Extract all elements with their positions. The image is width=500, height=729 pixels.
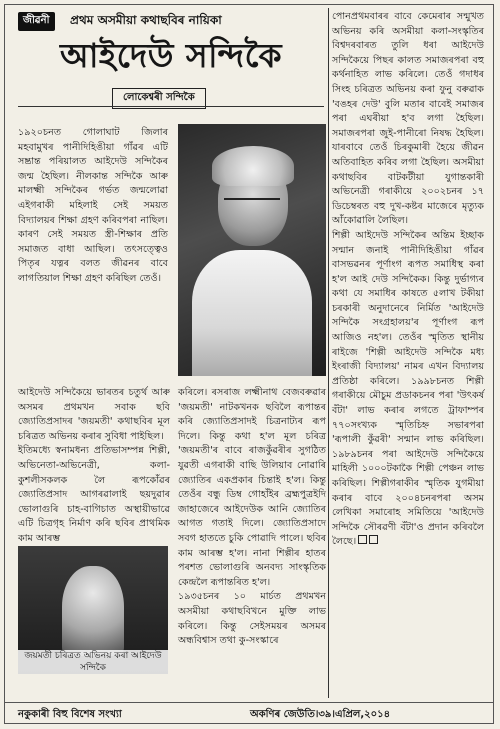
left-column-top [18, 126, 168, 287]
portrait-photo [178, 124, 326, 376]
footer-folio: অকণিৰ জেউতি।৩৯।এপ্ৰিল,২০১৪ [250, 709, 391, 720]
page-footer [4, 702, 494, 725]
portrait-body [192, 250, 312, 376]
byline: লোকেশ্বৰী সন্দিকৈ [112, 88, 206, 109]
portrait-glasses [224, 198, 280, 212]
column-rule [328, 8, 329, 698]
right-column [332, 10, 484, 550]
end-mark [358, 535, 367, 544]
paragraph-release: ১৯৩৫চনৰ ১০ মাৰ্চত প্ৰথমখন অসমীয়া কথাছবিখনে মুক্তি লাভ কৰিলে। কিন্তু সেইসময়ৰ অসমৰ অন্ধবিশ্বাস তথা কু-সংস্কাৰে [178, 591, 326, 647]
kicker: প্ৰথম অসমীয়া কথাছবিৰ নায়িকা [70, 13, 222, 27]
photo-caption: জয়মতী চৰিত্ৰত অভিনয় কৰা আইদেউ সন্দিকৈ [18, 650, 168, 674]
headline: আইদেউ সন্দিকৈ [59, 36, 283, 75]
paragraph-film: কৰিলে। ৰসৰাজ লক্ষ্মীনাথ বেজবৰুৱাৰ 'জয়মতী' নাটকখনক ছবিলৈ ৰূপান্তৰ কৰি জ্যোতিপ্ৰসাদই চিত্ৰনাট্যৰ ৰূপ দিলে। কিন্তু কথা হ'ল মূল চৰিত্ৰ 'জয়মতী'ৰ বাবে ৰাজকুঁৱৰীৰ সুগঠিত যুৱতী এগৰাকী বাছি উলিয়াব নোৱাৰি জ্যোতিৰ একপ্ৰকাৰ চিন্তাই হ'ল। কিন্তু তেওঁৰ বন্ধু ডিম্ব গোহাঁইৰ ব্ৰহ্মপুত্ৰইদি জাহাজেৰে আইদেউক আনি জ্যোতিৰ আগত গতাই দিলে। জ্যোতিপ্ৰসাদে সবগ হাততে চুকি পোৱাদি পালে। ছবিৰ কাম আৰম্ভ হ'ল। নানা শিল্পীৰ হাতৰ পৰশত ভোলাগুৰি অনবদ্য সাংস্কৃতিক কেন্দ্ৰলৈ ৰূপান্তৰিত হ'ল। [178, 387, 326, 588]
paragraph-jaymati: আইদেউ সন্দিকৈয়ে ভাৰতৰ চতুৰ্থ আৰু অসমৰ প্ৰথমখন সবাক ছবি জ্যোতিপ্ৰসাদৰ 'জয়মতী' কথাছবিৰ মূল চৰিত্ৰত অভিনয় কৰাৰ সুবিধা পাইছিল। [18, 387, 170, 442]
footer-masthead: নকুকাৰী বিহু বিশেষ সংখ্যা [18, 709, 122, 720]
section-tag: জীৱনী [18, 12, 55, 31]
left-column-bottom [18, 386, 170, 547]
film-still-photo [18, 546, 168, 674]
paragraph-intro: ১৯২০চনত গোলাঘাট জিলাৰ মহবামুখৰ পানীদিহিঙীয়া গাঁৱৰ এটি সম্ভ্ৰান্ত পৰিয়ালত আইদেউ সন্দিকৈৰ জন্ম হৈছিল। নীলকান্ত সন্দিকৈ আৰু মালক্ষ্মী সন্দিকৈৰ গৰ্ভত জন্মলোৱা এইগৰাকী মহিলাই সেই সময়ত বিদ্যালয়ৰ শিক্ষা গ্ৰহণ কৰিবপৰা নাছিল। কাৰণ সেই সময়ত স্ত্ৰী-শিক্ষাৰ প্ৰতি সমাজত বাধা আছিল। তৎসত্ত্বেও পিতৃৰ যত্নৰ বলত জীৱনৰ বাবে লাগতিয়াল শিক্ষা গ্ৰহণ কৰিছিল তেওঁ। [18, 127, 168, 284]
middle-column [178, 386, 326, 649]
paragraph-legacy [332, 229, 484, 550]
paragraph-life: পোনপ্ৰথমবাৰৰ বাবে কেমেৰাৰ সন্মুখত অভিনয় কৰি অসমীয়া কলা-সংস্কৃতিৰ বিশ্বদৰবাৰত তুলি ধৰা আইদেউ সন্দিকৈয়ে পিছৰ কালত সমাজৰপৰা বহু কৰ্থনাহিত লাভ কৰিলে। তেওঁ গদাধৰ সিংহ চৰিত্ৰত অভিনয় কৰা ফুনু বৰুৱাক 'বঙহৰ দেউ' বুলি মতাৰ বাবেই সমাজৰ পৰা এঘৰীয়া হ'ব লগা হৈছিল। সমাজৰপৰা জুই-পানীৰো নিষদ্ধ হৈছিল। যাৰবাবে তেওঁ চিৰকুমাৰী হৈয়ে জীৱন অতিবাহিত কৰিব লগা হৈছিল। অসমীয়া কথাছবিৰ বাটকটীয়া যুগান্তকাৰী অভিনেত্ৰী গৰাকীয়ে ২০০২চনৰ ১৭ ডিচেম্বৰত বহু দুখ-কষ্টৰ মাজেৰে মৃত্যুক আঁকোৱালি লৈছিল। [332, 11, 484, 227]
paragraph-artists: ইতিমধ্যে স্বনামধন্য প্ৰতিভাসম্পন্ন শিল্পী, অভিনেতা-অভিনেত্ৰী, কলা-কুশলীসকলক লৈ ৰূপকোঁৱৰ জ্যোতিপ্ৰসাদ আগৰৱালাই ছয়দুৱাৰ ভোলাগুৰি চাহ-বাগিচাত অস্থায়ীভাৱে এটি চিত্ৰগৃহ নিৰ্মাণ কৰি ছবিৰ প্ৰাথমিক কাম আৰম্ভ [18, 445, 170, 544]
film-still-figure [62, 566, 124, 656]
portrait-hair [212, 146, 294, 186]
end-mark [369, 535, 378, 544]
legacy-text: শিল্পী আইদেউ সন্দিকৈৰ অন্তিম ইচ্ছাক সন্মান জনাই পানীদিহিঙীয়া গাঁৱৰ বাসভৱনৰ পূৰ্ণাংগ ৰূপত সমাধিস্থ কৰা হ'ল আই দেউ সন্দিকৈক। কিন্তু দুৰ্ভাগ্যৰ কথা যে সমাধিৰ কাষতে ৫লাখ টকীয়া চৰকাৰী অনুদানেৰে নিৰ্মিত 'আইদেউ সন্দিকৈ সংগ্ৰহালয়'ৰ পূৰ্ণাংগ ৰূপ আজিও নহ'ল। তেওঁৰ স্মৃতিত স্থানীয় ৰাইজে 'শিল্পী আইদেউ সন্দিকৈ মধ্য ইংৰাজী বিদ্যালয়' নামৰ এখন বিদ্যালয় প্ৰতিষ্ঠা কৰিলে। ১৯৯৮চনত শিল্পী গৰাকীয়ে মৌচুম প্ৰডাকচনৰ পৰা 'উৎকৰ্ষ বঁটা' লাভ কৰাৰ লগতে ট্ৰাফাম্পৰ ৭৭০সংখ্যক স্মৃতিচিহ্ন সভাৰপৰা 'ৰূপালী কুঁৱৰী' সন্মান লাভ কৰিছিল। ১৯৮৯চনৰ পৰা আইদেউ সন্দিকৈয়ে মাহিলী ১০০০টকাকৈ শিল্পী পেঞ্চন লাভ কৰিছিল। শিল্পীগৰাকীৰ স্মৃতিক যুগমীয়া কৰাৰ বাবে ২০০৪চনৰপৰা অসম লেখিকা সমাৰোহ সমিতিয়ে 'আইদেউ সন্দিকৈ সৌৰৱণী বঁটা'ও প্ৰদান কৰিবলৈ লৈছে। [332, 229, 484, 548]
headline-rule [18, 106, 324, 107]
